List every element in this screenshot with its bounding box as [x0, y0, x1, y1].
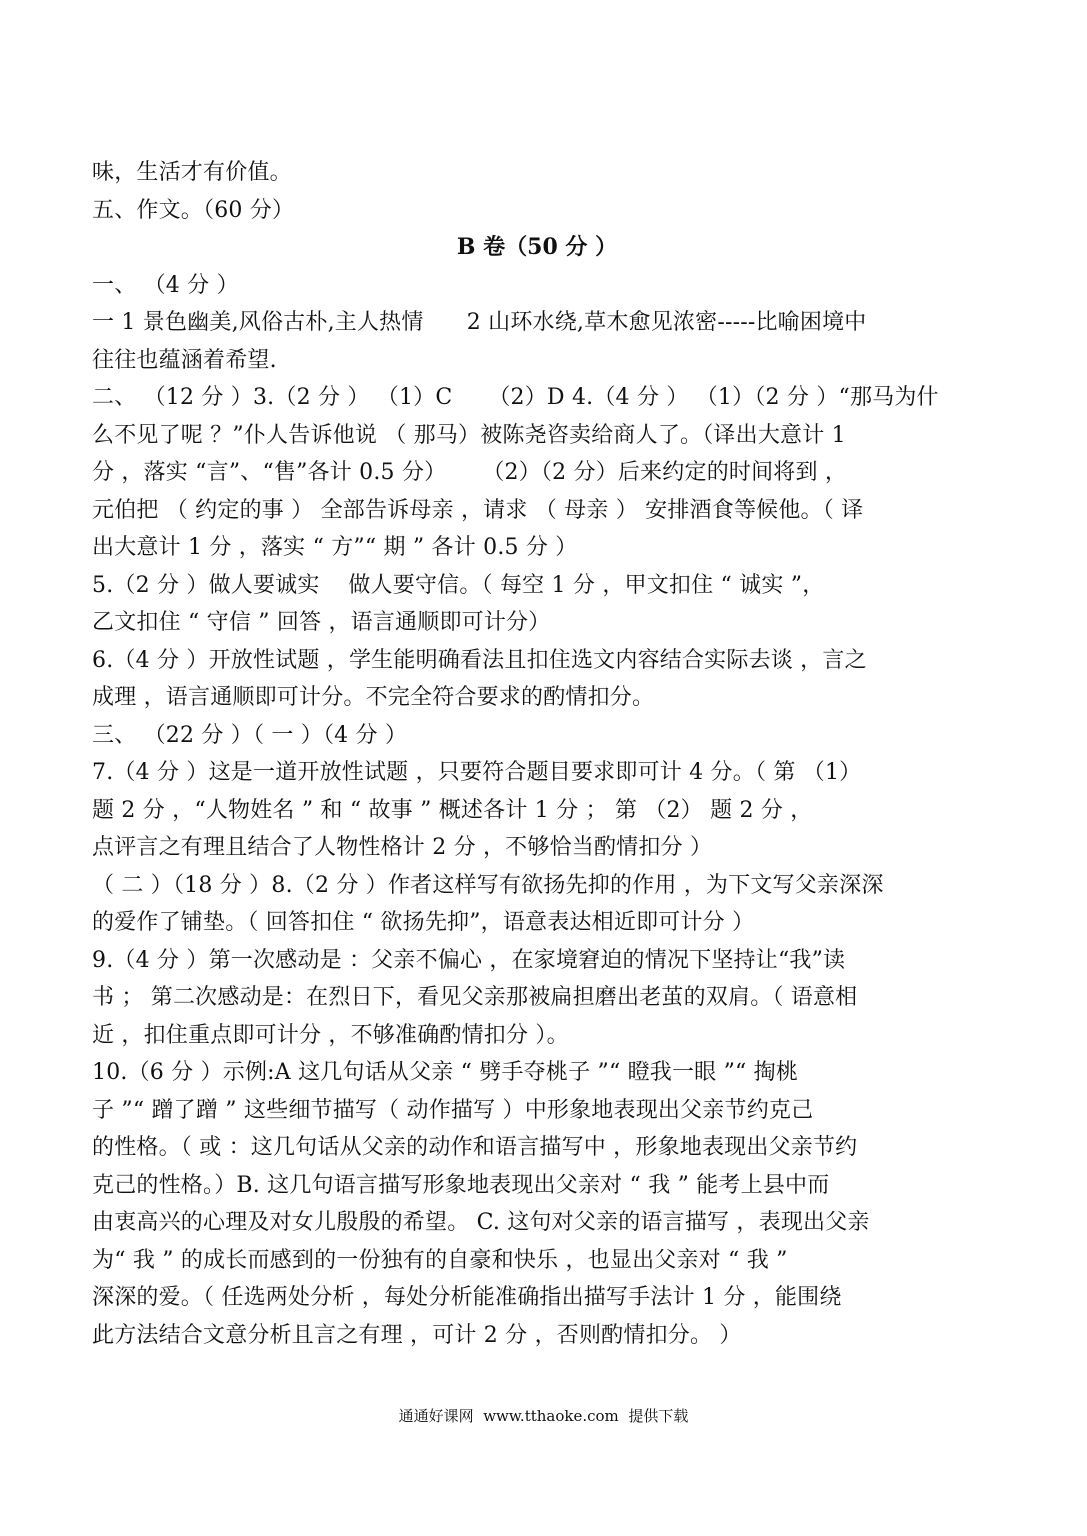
- text-line: 点评言之有理且结合了人物性格计 2 分 ，不够恰当酌情扣分 ）: [92, 835, 713, 860]
- text-line: 成理 ，语言通顺即可计分。不完全符合要求的酌情扣分。: [92, 685, 655, 710]
- footer-watermark: 通通好课网 www.tthaoke.com 提供下载: [398, 1407, 689, 1425]
- text-line: 五、作文。（60 分）: [92, 197, 295, 223]
- text-line: 一 1 景色幽美,风俗古朴,主人热情 2 山环水绕,草木愈见浓密-----比喻困境中: [92, 310, 867, 335]
- document-body: [92, 154, 982, 1354]
- answer-text: [92, 267, 982, 1355]
- text-line: 由衷高兴的心理及对女儿殷殷的希望。 C. 这句对父亲的语言描写 ，表现出父亲: [92, 1210, 870, 1235]
- text-line: 书 ； 第二次感动是：在烈日下，看见父亲那被扁担磨出老茧的双肩。（ 语意相: [92, 985, 858, 1010]
- text-line: 乙文扣住 “ 守信 ” 回答 ，语言通顺即可计分）: [92, 610, 551, 635]
- text-line: 往往也蕴涵着希望.: [92, 347, 277, 373]
- section-heading: B 卷（50 分 ）: [456, 234, 618, 260]
- text-line: 6.（4 分 ）开放性试题 ，学生能明确看法且扣住选文内容结合实际去谈 ，言之: [92, 647, 867, 673]
- text-line: 近 ，扣住重点即可计分 ，不够准确酌情扣分 ）。: [92, 1022, 569, 1048]
- text-line: 出大意计 1 分 ，落实 “ 方”“ 期 ” 各计 0.5 分 ）: [92, 535, 578, 560]
- text-line: 为“ 我 ” 的成长而感到的一份独有的自豪和快乐 ，也显出父亲对 “ 我 ”: [92, 1247, 788, 1273]
- text-line: 么不见了呢 ？”仆人告诉他说 （ 那马）被陈尧咨卖给商人了。（译出大意计 1: [92, 422, 846, 448]
- text-line: 此方法结合文意分析且言之有理 ，可计 2 分 ，否则酌情扣分。 ）: [92, 1322, 742, 1348]
- text-line: 10.（6 分 ）示例:A 这几句话从父亲 “ 劈手夺桃子 ”“ 瞪我一眼 ”“ 掏桃: [92, 1060, 799, 1085]
- text-line: 分 ，落实 “言”、“售”各计 0.5 分） （2）（2 分）后来约定的时间将到 ，: [92, 460, 848, 485]
- text-line: 一、 （4 分 ）: [92, 272, 239, 298]
- text-line: 二、 （12 分 ）3.（2 分 ） （1）C （2）D 4.（4 分 ） （1）（2 分 ）“那马为什: [92, 385, 939, 410]
- text-line: 克己的性格。）B. 这几句语言描写形象地表现出父亲对 “ 我 ” 能考上县中而: [92, 1172, 830, 1198]
- text-line: 深深的爱。（ 任选两处分析 ，每处分析能准确指出描写手法计 1 分 ，能围绕: [92, 1285, 842, 1310]
- text-line: 元伯把 （ 约定的事 ） 全部告诉母亲 ，请求 （ 母亲 ） 安排酒食等候他。（ 译: [92, 497, 864, 523]
- text-line: 的爱作了铺垫。（ 回答扣住 “ 欲扬先抑”，语意表达相近即可计分 ）: [92, 910, 755, 935]
- text-line: 味，生活才有价值。: [92, 160, 292, 185]
- text-line: 9.（4 分 ）第一次感动是 ：父亲不偏心 ，在家境窘迫的情况下坚持让“我”读: [92, 947, 846, 973]
- text-line: 5.（2 分 ）做人要诚实 做人要守信。（ 每空 1 分 ，甲文扣住 “ 诚实 ”，: [92, 572, 825, 598]
- text-line: 三、 （22 分 ）（ 一 ）（4 分 ）: [92, 722, 408, 748]
- text-line: 7.（4 分 ）这是一道开放性试题 ，只要符合题目要求即可计 4 分。（ 第 （1）: [92, 760, 862, 785]
- text-line: 的性格。（ 或 ：这几句话从父亲的动作和语言描写中 ，形象地表现出父亲节约: [92, 1135, 858, 1160]
- text-line: （ 二 ）（18 分 ）8.（2 分 ）作者这样写有欲扬先抑的作用 ，为下文写父亲深深: [92, 872, 884, 898]
- answer-text-before-heading: [92, 154, 982, 229]
- text-line: 题 2 分 ，“人物姓名 ” 和 “ 故事 ” 概述各计 1 分 ； 第 （2） 题 2 分 ，: [92, 797, 813, 823]
- text-line: 子 ”“ 蹭了蹭 ” 这些细节描写（ 动作描写 ）中形象地表现出父亲节约克己: [92, 1097, 814, 1123]
